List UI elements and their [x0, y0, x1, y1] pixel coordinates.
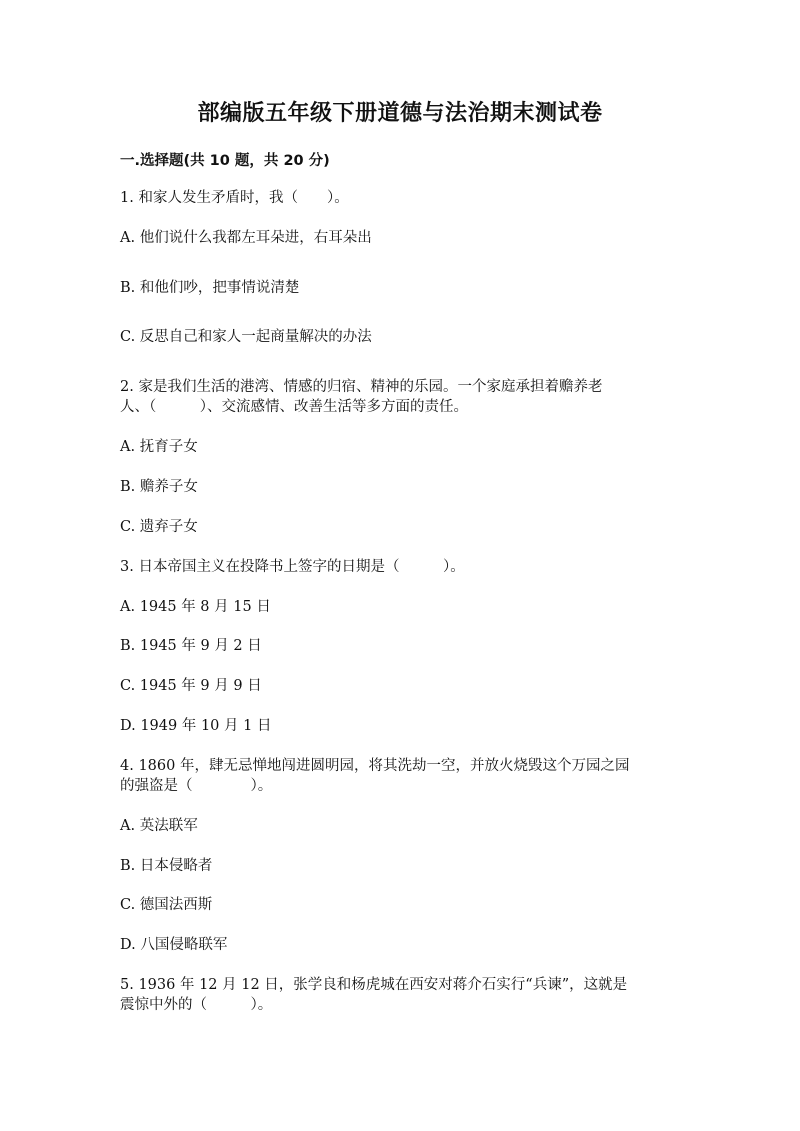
question-2-stem-line-2: 人、（ ）、交流感情、改善生活等多方面的责任。: [120, 399, 468, 415]
question-1-option-b: B. 和他们吵，把事情说清楚: [120, 280, 300, 296]
question-2-stem-line-1: 2. 家是我们生活的港湾、情感的归宿、精神的乐园。一个家庭承担着赡养老: [120, 379, 603, 395]
question-2-option-b: B. 赡养子女: [120, 479, 198, 495]
question-4-option-a: A. 英法联军: [120, 818, 198, 834]
question-3-option-b: B. 1945 年 9 月 2 日: [120, 638, 262, 654]
question-3-stem: 3. 日本帝国主义在投降书上签字的日期是（ ）。: [120, 559, 465, 575]
question-2-option-a: A. 抚育子女: [120, 439, 198, 455]
question-3-option-a: A. 1945 年 8 月 15 日: [120, 599, 271, 615]
question-4-stem-line-2: 的强盗是（ ）。: [120, 778, 273, 794]
question-1-option-c: C. 反思自己和家人一起商量解决的办法: [120, 329, 372, 345]
document-title: 部编版五年级下册道德与法治期末测试卷: [197, 101, 603, 126]
section-heading: 一.选择题(共 10 题，共 20 分): [120, 153, 330, 169]
question-5-stem-line-2: 震惊中外的（ ）。: [120, 997, 273, 1013]
question-1-option-a: A. 他们说什么我都左耳朵进，右耳朵出: [120, 230, 372, 246]
question-2-option-c: C. 遗弃子女: [120, 519, 198, 535]
question-4-stem-line-1: 4. 1860 年，肆无忌惮地闯进圆明园，将其洗劫一空，并放火烧毁这个万园之园: [120, 758, 630, 774]
question-3-option-c: C. 1945 年 9 月 9 日: [120, 678, 262, 694]
question-4-option-c: C. 德国法西斯: [120, 897, 213, 913]
question-4-option-d: D. 八国侵略联军: [120, 937, 228, 953]
question-5-stem-line-1: 5. 1936 年 12 月 12 日，张学良和杨虎城在西安对蒋介石实行“兵谏”，这就是: [120, 977, 628, 993]
question-3-option-d: D. 1949 年 10 月 1 日: [120, 718, 272, 734]
question-1-stem: 1. 和家人发生矛盾时，我（ ）。: [120, 190, 349, 206]
question-4-option-b: B. 日本侵略者: [120, 858, 213, 874]
